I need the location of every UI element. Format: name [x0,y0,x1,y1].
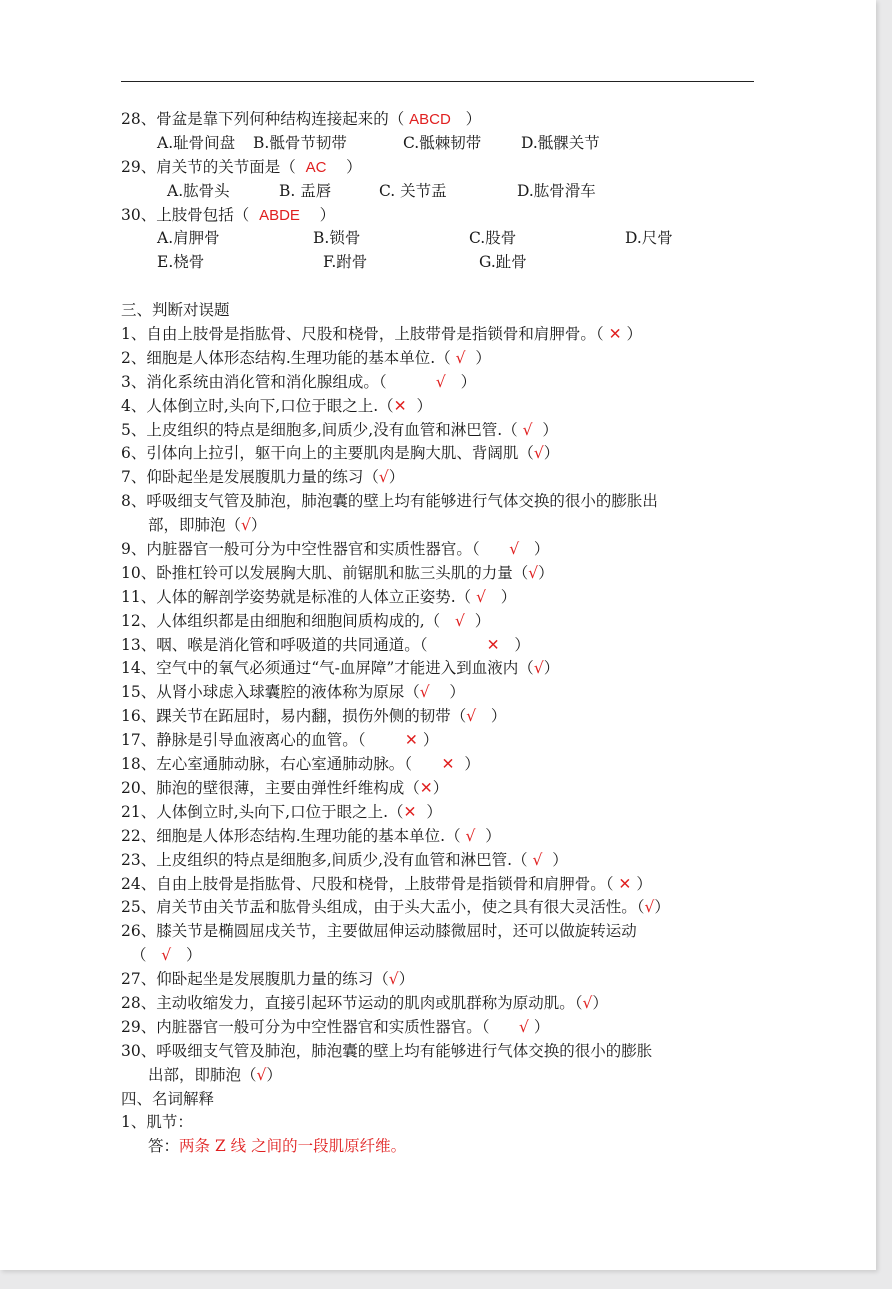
answer-text: AC [305,158,327,176]
judgment-item: 9、内脏器官一般可分为中空性器官和实质性器官。（ √ ） [121,540,550,559]
check-mark-icon: √ [435,372,446,391]
judgment-item: 24、自由上肢骨是指肱骨、尺股和桡骨，上肢带骨是指锁骨和肩胛骨。（ ✕ ） [121,874,652,893]
judgment-item: 27、仰卧起坐是发展腹肌力量的练习（√） [121,970,415,989]
section-title-judgment: 三、判断对误题 [121,301,230,320]
term-title: 1、肌节： [121,1113,193,1132]
check-mark-icon: √ [528,563,539,582]
check-mark-icon: √ [256,1065,267,1084]
choice-question-30: 30、上肢骨包括（ ABDE ） [121,205,336,224]
judgment-item: 25、肩关节由关节盂和肱骨头组成，由于头大盂小，使之具有很大灵活性。（√） [121,898,670,917]
judgment-item-continued: 部，即肺泡（√） [148,516,267,535]
judgment-item: 16、踝关节在跖屈时，易内翻，损伤外侧的韧带（√ ） [121,707,507,726]
judgment-item: 10、卧推杠铃可以发展胸大肌、前锯肌和肱三头肌的力量（√） [121,563,554,582]
judgment-item: 12、人体组织都是由细胞和细胞间质构成的,（ √ ） [121,611,491,630]
judgment-item: 6、引体向上拉引，躯干向上的主要肌肉是胸大肌、背阔肌（√） [121,444,560,463]
judgment-item: 7、仰卧起坐是发展腹肌力量的练习（√） [121,468,405,487]
judgment-item: 23、上皮组织的特点是细胞多,间质少,没有血管和淋巴管.（ √ ） [121,850,568,869]
term-answer: 答：两条 Z 线 之间的一段肌原纤维。 [148,1137,407,1156]
judgment-item: 5、上皮组织的特点是细胞多,间质少,没有血管和淋巴管.（ √ ） [121,420,558,439]
check-mark-icon: √ [455,348,466,367]
check-mark-icon: √ [532,850,543,869]
check-mark-icon: √ [509,540,520,559]
judgment-item: 17、静脉是引导血液离心的血管。（ ✕ ） [121,731,439,750]
choice-question-28: 28、骨盆是靠下列何种结构连接起来的（ ABCD ） [121,110,482,128]
check-mark-icon: √ [378,468,389,487]
judgment-item: 22、细胞是人体形态结构.生理功能的基本单位.（ √ ） [121,826,501,845]
cross-mark-icon: ✕ [608,325,622,344]
judgment-item: 2、细胞是人体形态结构.生理功能的基本单位.（ √ ） [121,348,491,367]
check-mark-icon: √ [533,659,544,678]
page-content [121,108,761,1159]
judgment-item: 1、自由上肢骨是指肱骨、尺股和桡骨，上肢带骨是指锁骨和肩胛骨。（ ✕ ） [121,325,643,344]
judgment-item: 11、人体的解剖学姿势就是标准的人体立正姿势.（ √ ） [121,587,517,606]
judgment-item: 20、肺泡的壁很薄，主要由弹性纤维构成（✕） [121,778,449,797]
check-mark-icon: √ [454,611,465,630]
judgment-item: 8、呼吸细支气管及肺泡，肺泡囊的壁上均有能够进行气体交换的很小的膨胀出 [121,492,658,511]
check-mark-icon: √ [533,444,544,463]
answer-text: ABCD [409,111,451,128]
cross-mark-icon: ✕ [393,396,407,415]
cross-mark-icon: ✕ [404,731,418,750]
term-answer-text: 两条 Z 线 之间的一段肌原纤维。 [179,1137,407,1156]
judgment-item-continued: （ √ ） [131,946,202,965]
judgment-item: 28、主动收缩发力，直接引起环节运动的肌肉或肌群称为原动肌。（√） [121,993,608,1012]
judgment-item: 15、从肾小球虑入球囊腔的液体称为原尿（√ ） [121,683,465,702]
choice-options-28: A.耻骨间盘 B.骶骨节韧带 C.骶棘韧带 D.骶髁关节 [157,133,600,152]
cross-mark-icon: ✕ [403,802,417,821]
check-mark-icon: √ [476,587,486,606]
check-mark-icon: √ [241,516,251,535]
check-mark-icon: √ [161,946,172,965]
check-mark-icon: √ [582,993,593,1012]
judgment-list [121,323,761,1088]
check-mark-icon: √ [519,1017,529,1036]
judgment-item-continued: 出部，即肺泡（√） [148,1065,282,1084]
judgment-item: 18、左心室通肺动脉，右心室通肺动脉。（ ✕ ） [121,755,480,774]
cross-mark-icon: ✕ [618,874,632,893]
judgment-item: 21、人体倒立时,头向下,口位于眼之上.（✕ ） [121,802,442,821]
check-mark-icon: √ [419,683,430,702]
judgment-item: 29、内脏器官一般可分为中空性器官和实质性器官。（ √ ） [121,1017,550,1036]
check-mark-icon: √ [388,970,399,989]
choice-options-30a: A.肩胛骨 B.锁骨 C.股骨 D.尺骨 [157,229,673,248]
cross-mark-icon: ✕ [419,778,433,797]
section-title-terms: 四、名词解释 [121,1089,215,1108]
judgment-item: 4、人体倒立时,头向下,口位于眼之上.（✕ ） [121,396,433,415]
check-mark-icon: √ [465,826,476,845]
judgment-item: 14、空气中的氧气必须通过“气-血屏障”才能进入到血液内（√） [121,659,560,678]
answer-text: ABDE [259,206,300,224]
check-mark-icon: √ [466,707,477,726]
judgment-item: 30、呼吸细支气管及肺泡，肺泡囊的壁上均有能够进行气体交换的很小的膨胀 [121,1041,653,1060]
header-rule [121,81,754,82]
judgment-item: 26、膝关节是椭圆屈戌关节，主要做屈伸运动膝微屈时，还可以做旋转运动 [121,922,637,941]
check-mark-icon: √ [522,420,533,439]
judgment-item: 3、消化系统由消化管和消化腺组成。（ √ ） [121,372,477,391]
choice-options-29: A.肱骨头 B. 盂唇 C. 关节盂 D.肱骨滑车 [167,181,596,200]
cross-mark-icon: ✕ [486,635,500,654]
judgment-item: 13、咽、喉是消化管和呼吸道的共同通道。（ ✕ ） [121,635,530,654]
cross-mark-icon: ✕ [441,755,455,774]
choice-question-29: 29、肩关节的关节面是（ AC ） [121,157,362,176]
check-mark-icon: √ [644,898,655,917]
choice-options-30b: E.桡骨 F.跗骨 G.趾骨 [157,253,527,272]
